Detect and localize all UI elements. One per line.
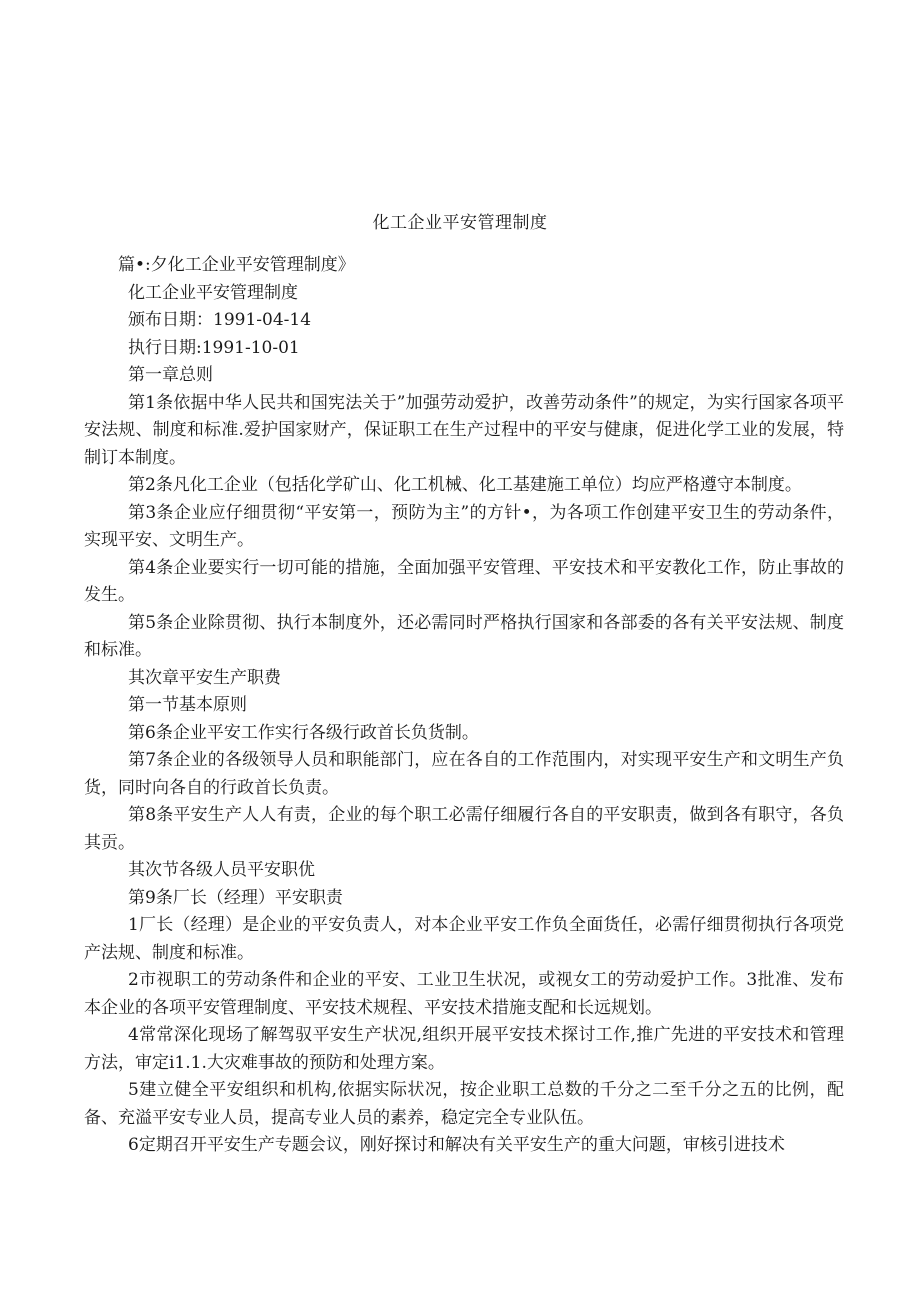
paragraph-effective-date: 执行日期:1991-10-01: [128, 337, 300, 358]
paragraph-source-heading: 篇•:夕化工企业平安管理制度》: [118, 255, 355, 275]
section-heading-1: 第一节基本原则: [128, 695, 247, 715]
article-3: 第3条企业应仔细贯彻“平安第一，预防为主”的方针•，为各项工作创建平安卫生的劳动条件，实现平安、文明生产。: [84, 502, 844, 550]
article-6: 第6条企业平安工作实行各级行政首长负货制。: [128, 722, 479, 743]
chapter-heading-2: 其次章平安生产职费: [128, 667, 281, 688]
article-9-item-5: 5建立健全平安组织和机构,依据实际状况，按企业职工总数的千分之二至千分之五的比例，配备、充溢平安专业人员，提高专业人员的素养，稳定完全专业队伍。: [84, 1080, 844, 1128]
article-7: 第7条企业的各级领导人员和职能部门，应在各自的工作范围内，对实现平安生产和文明生产负货，同时向各自的行政首长负责。: [84, 750, 844, 798]
document-body: [84, 252, 844, 1160]
article-2: 第2条凡化工企业（包括化学矿山、化工机械、化工基建施工单位）均应严格遵守本制度。: [128, 475, 802, 495]
paragraph-subtitle: 化工企业平安管理制度: [128, 282, 298, 303]
document-title: 化工企业平安管理制度: [372, 213, 548, 233]
section-heading-2: 其次节各级人员平安职优: [128, 860, 315, 880]
article-1: 第1条依据中华人民共和国宪法关于”加强劳动爱护，改善劳动条件”的规定，为实行国家各项平安法规、制度和标准.爱护国家财产，保证职工在生产过程中的平安与健康，促进化学工业的发展，特制订本制度。: [84, 392, 844, 468]
article-8: 第8条平安生产人人有责，企业的每个职工必需仔细履行各自的平安职责，做到各有职守，各负其贡。: [84, 805, 844, 853]
article-9-item-6: 6定期召开平安生产专题会议，刚好探讨和解决有关平安生产的重大问题，审核引进技术: [128, 1135, 785, 1155]
article-9-item-1: 1厂长（经理）是企业的平安负责人，对本企业平安工作负全面货任，必需仔细贯彻执行各项党产法规、制度和标准。: [84, 915, 844, 963]
chapter-heading-1: 第一章总则: [128, 365, 213, 385]
article-9-item-2-3: 2市视职工的劳动条件和企业的平安、工业卫生状况，或视女工的劳动爱护工作。3批准、发布本企业的各项平安管理制度、平安技术规程、平安技术措施支配和长远规划。: [84, 970, 844, 1018]
paragraph-issue-date: 颁布日期：1991-04-14: [128, 310, 312, 330]
article-9-item-4: 4常常深化现场了解驾驭平安生产状况,组织开展平安技术探讨工作,推广先进的平安技术和管理方法，审定i1.1.大灾难事故的预防和处理方案。: [84, 1025, 844, 1073]
article-5: 第5条企业除贯彻、执行本制度外，还必需同时严格执行国家和各部委的各有关平安法规、制度和标准。: [84, 612, 844, 660]
article-9: 第9条厂长（经理）平安职责: [128, 887, 343, 908]
article-4: 第4条企业要实行一切可能的措施，全面加强平安管理、平安技术和平安教化工作，防止事故的发生。: [84, 557, 844, 605]
